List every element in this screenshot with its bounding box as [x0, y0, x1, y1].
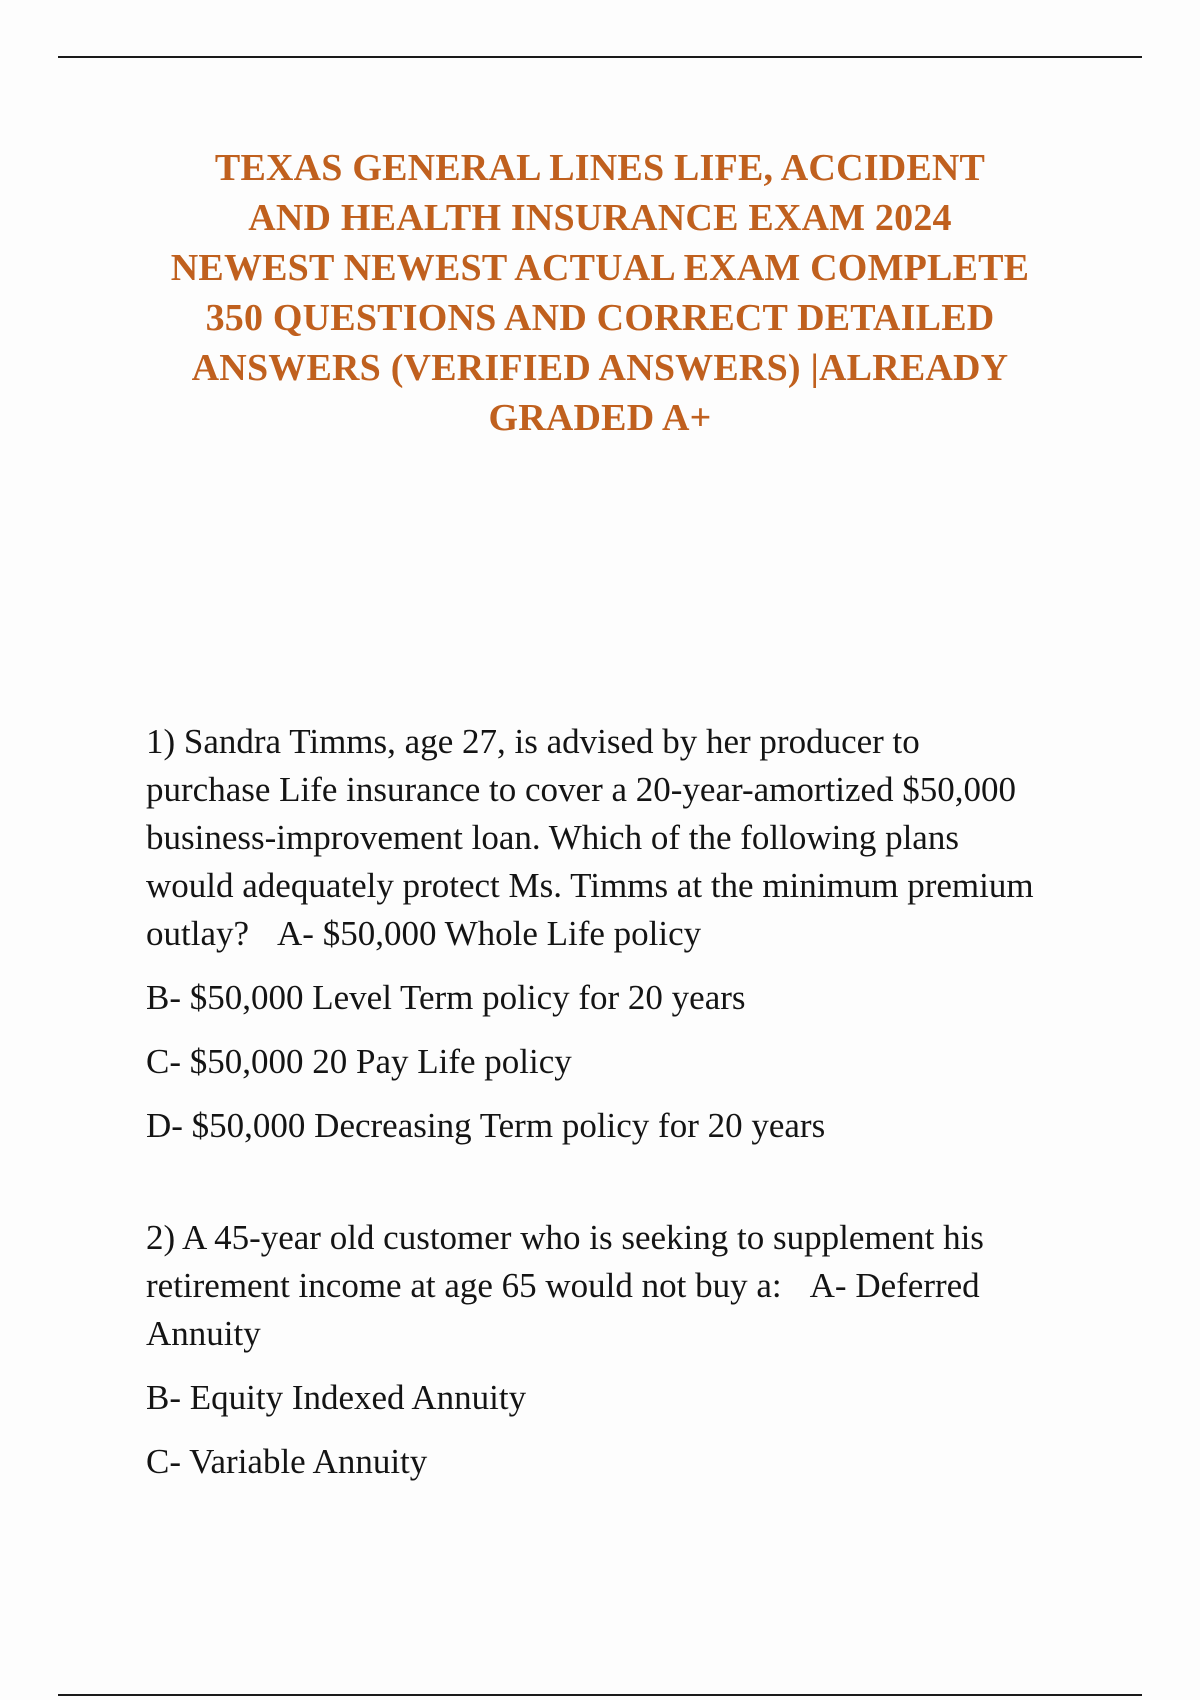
question-stem-text: 1) Sandra Timms, age 27, is advised by her producer to purchase Life insurance to cover a 20-year-amortized $50,000 business-improvement loan. Which of the following plans would adequately protect Ms. Timms at the minimum premium outlay? — [146, 722, 1034, 953]
top-rule — [58, 56, 1142, 58]
question-stem-text: 2) A 45-year old customer who is seeking to supplement his retirement income at age 65 would not buy a: — [146, 1218, 984, 1305]
question-list — [146, 718, 1046, 1550]
option-c: C- Variable Annuity — [146, 1442, 428, 1481]
title-line: TEXAS GENERAL LINES LIFE, ACCIDENT — [214, 147, 986, 189]
option-a: A- $50,000 Whole Life policy — [277, 914, 702, 953]
document-title — [100, 143, 1100, 443]
title-line: 350 QUESTIONS AND CORRECT DETAILED — [205, 297, 995, 339]
bottom-rule — [58, 1694, 1142, 1696]
title-line: AND HEALTH INSURANCE EXAM 2024 — [248, 197, 952, 239]
option-c: C- $50,000 20 Pay Life policy — [146, 1042, 572, 1081]
option-b: B- $50,000 Level Term policy for 20 years — [146, 978, 746, 1017]
option-d: D- $50,000 Decreasing Term policy for 20 years — [146, 1106, 826, 1145]
question-1-stem — [146, 718, 1046, 958]
title-line: NEWEST NEWEST ACTUAL EXAM COMPLETE — [170, 247, 1030, 289]
question-2 — [146, 1214, 1046, 1486]
option-b: B- Equity Indexed Annuity — [146, 1378, 527, 1417]
question-1 — [146, 718, 1046, 1150]
option-a: A- Deferred Annuity — [146, 1266, 980, 1353]
title-line: GRADED A+ — [488, 397, 712, 439]
question-2-stem — [146, 1214, 1046, 1358]
title-line: ANSWERS (VERIFIED ANSWERS) |ALREADY — [191, 347, 1009, 389]
